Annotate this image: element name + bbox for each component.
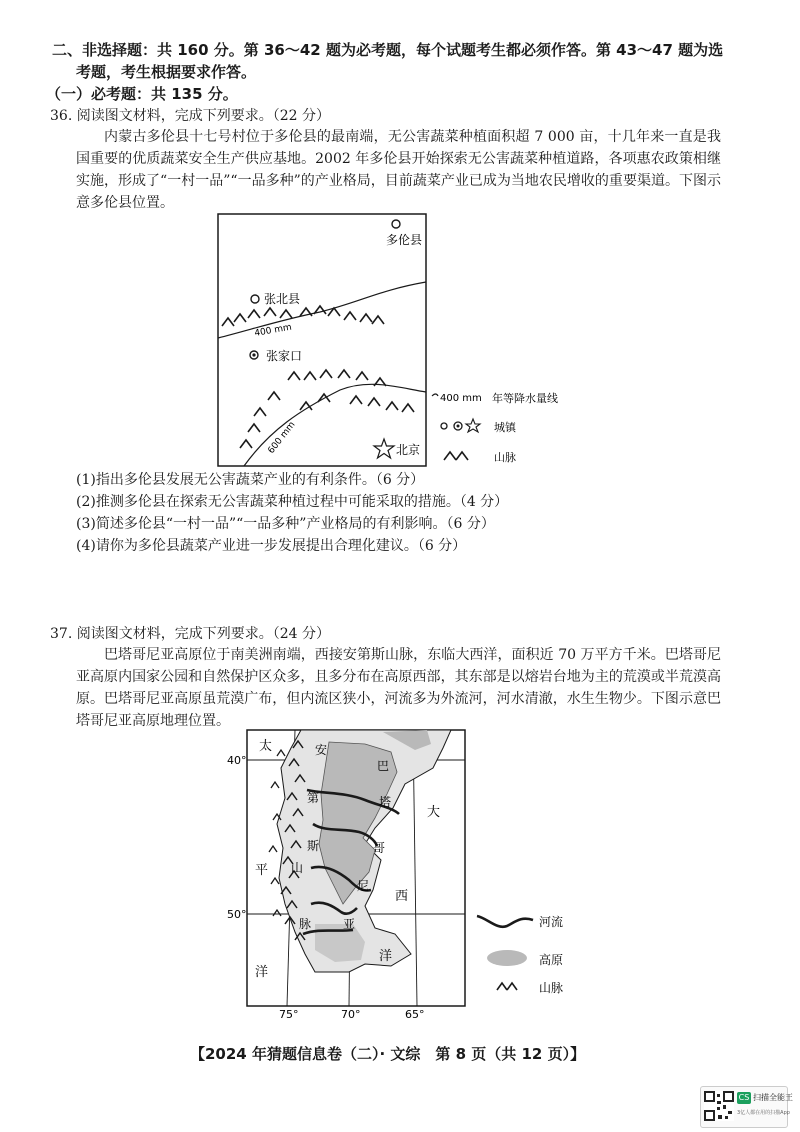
pacific-char-1: 太	[259, 739, 273, 754]
q36-question-1: (1)指出多伦县发展无公害蔬菜产业的有利条件。（6 分）	[76, 472, 425, 488]
q36-question-2: (2)推测多伦县在探索无公害蔬菜种植过程中可能采取的措施。（4 分）	[76, 494, 509, 510]
andes-char-4: 山	[291, 861, 304, 875]
andes-char-2: 第	[307, 791, 320, 805]
q37-passage: 巴塔哥尼亚高原位于南美洲南端，西接安第斯山脉，东临大西洋，面积近 70 万平方千米。巴塔哥尼亚高原内国家公园和自然保护区众多，且多分布在高原西部，其东部是以熔岩台地为主的荒漠或半荒漠高原。巴塔哥尼亚高原虽荒漠广布，但内流区狭小，河流多为外流河，河水清澈，水生生物少。下图示意巴塔哥尼亚高原地理位置。	[76, 647, 721, 729]
atlantic-char-3: 洋	[379, 949, 393, 964]
patagonia-char-2: 塔	[379, 795, 392, 809]
legend-mountain-label: 山脉	[539, 981, 564, 995]
q36-stem: 36. 阅读图文材料，完成下列要求。（22 分）	[50, 108, 330, 124]
section-heading: 二、非选择题：共 160 分。第 36～42 题为必考题，每个试题考生都必须作答。第 43～47 题为选	[52, 41, 724, 59]
atlantic-char-2: 西	[395, 889, 409, 904]
lon-65-label: 65°	[405, 1008, 425, 1020]
legend-mountain-label: 山脉	[494, 451, 516, 464]
lon-75-label: 75°	[279, 1008, 299, 1020]
legend-plateau-label: 高原	[539, 953, 564, 967]
isohyet-400-label: 400 mm	[253, 322, 293, 339]
beijing-star-icon	[374, 439, 394, 458]
map-frame	[218, 214, 426, 466]
mountain-range-middle	[288, 370, 386, 386]
qr-code-icon	[704, 1091, 734, 1121]
legend-isohyet-label: 年等降水量线	[492, 392, 558, 405]
duolun-town-icon	[392, 220, 400, 228]
atlantic-char-1: 大	[427, 805, 441, 820]
isohyet-600-label: 600 mm	[266, 420, 298, 456]
pacific-char-2: 平	[255, 863, 269, 878]
mountain-range-east	[350, 396, 414, 412]
zhangbei-label: 张北县	[264, 292, 301, 306]
legend-town-label: 城镇	[494, 421, 516, 434]
q36-passage: 内蒙古多伦县十七号村位于多伦县的最南端，无公害蔬菜种植面积超 7 000 亩，十几年来一直是我国重要的优质蔬菜安全生产供应基地。2002 年多伦县开始探索无公害蔬菜种植道路，各项惠农政策相继实施，形成了“一村一品”“一品多种”的产业格局，目前蔬菜产业已成为当地农民增收的重要渠道。下图示意多伦县位置。	[76, 129, 721, 211]
patagonia-char-5: 亚	[343, 917, 356, 931]
patagonia-location-map	[215, 728, 600, 1020]
andes-char-1: 安	[315, 743, 328, 757]
duolun-location-map	[210, 210, 590, 472]
andes-char-3: 斯	[307, 839, 320, 853]
duolun-label: 多伦县	[386, 233, 423, 247]
legend-plateau-icon	[487, 950, 527, 966]
legend-river-label: 河流	[539, 915, 564, 929]
zhangjiakou-label: 张家口	[266, 349, 303, 363]
legend-village-icon	[441, 423, 447, 429]
legend-river-icon	[477, 916, 533, 927]
required-heading: （一）必考题：共 135 分。	[46, 85, 238, 103]
lat-50-label: 50°	[227, 908, 247, 921]
scanner-watermark	[700, 1086, 793, 1128]
legend-isohyet-sample: 400 mm	[440, 393, 482, 404]
andes-char-5: 脉	[299, 917, 312, 931]
page-footer: 【2024 年猜题信息卷（二）· 文综 第 8 页（共 12 页）】	[190, 1045, 586, 1063]
watermark-app-name: 扫描全能王	[753, 1093, 793, 1102]
q36-question-4: (4)请你为多伦县蔬菜产业进一步发展提出合理化建议。（6 分）	[76, 538, 467, 554]
legend-capital-icon	[466, 419, 480, 432]
legend-isohyet-icon	[432, 394, 438, 396]
zhangbei-town-icon	[251, 295, 259, 303]
patagonia-char-3: 哥	[373, 841, 386, 855]
pacific-char-3: 洋	[255, 965, 269, 980]
patagonia-char-4: 尼	[357, 879, 370, 893]
legend-mountain-icon	[444, 452, 468, 460]
lat-40-label: 40°	[227, 754, 247, 767]
patagonia-char-1: 巴	[377, 759, 390, 773]
lon-70-label: 70°	[341, 1008, 361, 1020]
section-heading-cont: 考题，考生根据要求作答。	[76, 63, 257, 81]
camscanner-logo-icon: CS	[738, 1093, 750, 1102]
q36-question-3: (3)简述多伦县“一村一品”“一品多种”产业格局的有利影响。（6 分）	[76, 516, 495, 532]
beijing-label: 北京	[396, 443, 421, 457]
q37-stem: 37. 阅读图文材料，完成下列要求。（24 分）	[50, 626, 330, 642]
legend-mountain-icon	[497, 983, 517, 990]
watermark-tagline: 3亿人都在用的扫描App	[737, 1110, 790, 1116]
